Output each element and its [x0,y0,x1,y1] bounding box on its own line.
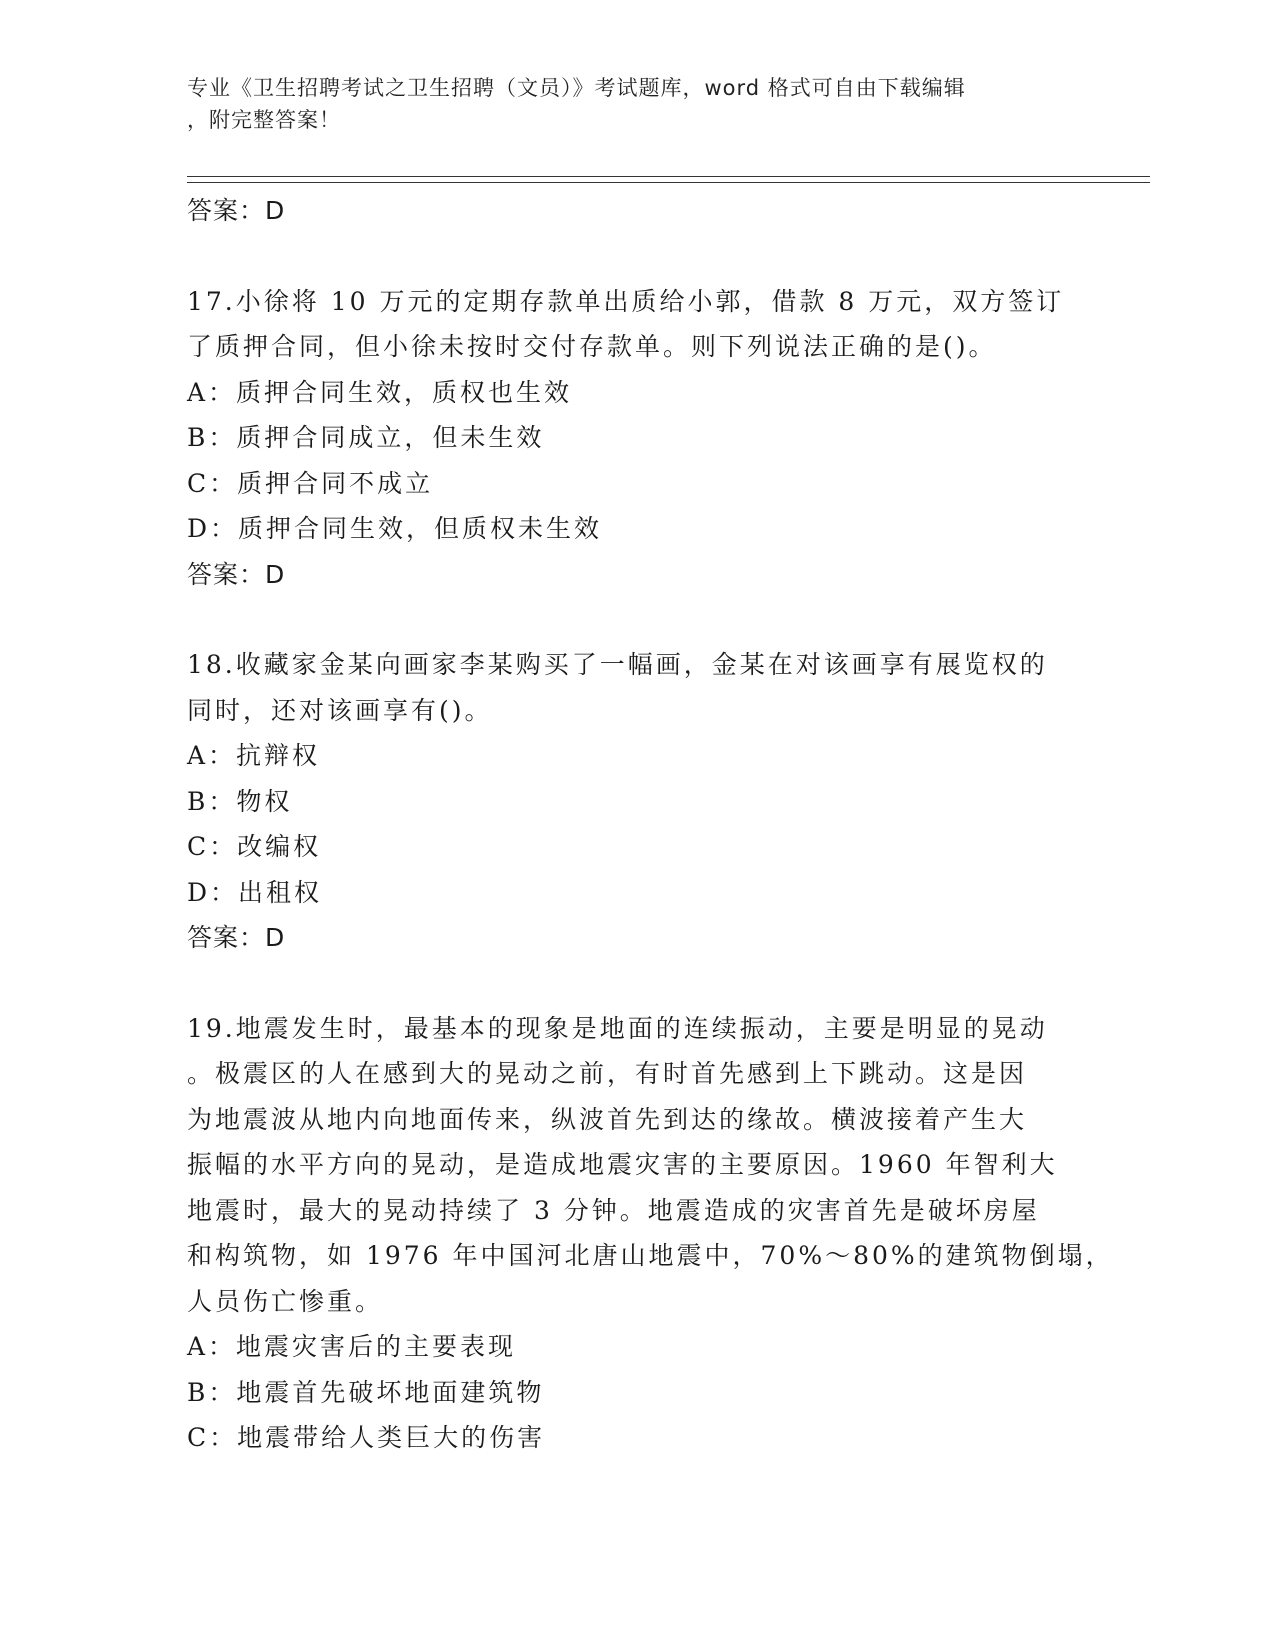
question-19 [187,1006,1114,1461]
question-19-stem-line-4: 振幅的水平方向的晃动，是造成地震灾害的主要原因。1960 年智利大 [187,1150,1058,1179]
header-double-rule [187,176,1150,183]
question-18-option-c: C：改编权 [187,832,322,861]
header-line-2: ，附完整答案！ [187,108,341,132]
question-19-stem-line-5: 地震时，最大的晃动持续了 3 分钟。地震造成的灾害首先是破坏房屋 [187,1195,1040,1225]
question-19-option-c: C：地震带给人类巨大的伤害 [187,1423,546,1452]
question-content [187,188,1114,1461]
question-19-stem-line-6: 和构筑物，如 1976 年中国河北唐山地震中，70%～80%的建筑物倒塌， [187,1241,1114,1270]
spacer [187,597,1087,642]
question-17-option-c: C：质押合同不成立 [187,468,434,498]
question-17 [187,279,1087,598]
question-17-stem-line-2: 了质押合同，但小徐未按时交付存款单。则下列说法正确的是()。 [187,332,997,361]
question-18-stem-line-1: 18.收藏家金某向画家李某购买了一幅画，金某在对该画享有展览权的 [187,650,1048,679]
question-18-option-b: B：物权 [187,786,293,816]
question-18 [187,642,1087,961]
question-18-option-d: D：出租权 [187,877,323,907]
question-19-stem-line-3: 为地震波从地内向地面传来，纵波首先到达的缘故。横波接着产生大 [187,1104,1028,1134]
question-18-stem-line-2: 同时，还对该画享有()。 [187,695,493,725]
question-19-stem-line-2: 。极震区的人在感到大的晃动之前，有时首先感到上下跳动。这是因 [187,1059,1028,1088]
question-19-option-b: B：地震首先破坏地面建筑物 [187,1377,545,1407]
spacer [187,961,1087,1006]
question-18-option-a: A：抗辩权 [187,741,321,770]
question-19-option-a: A：地震灾害后的主要表现 [187,1332,517,1361]
question-17-stem-line-1: 17.小徐将 10 万元的定期存款单出质给小郭，借款 8 万元，双方签订 [187,286,1065,316]
question-17-option-b: B：质押合同成立，但未生效 [187,423,545,452]
question-17-option-d: D：质押合同生效，但质权未生效 [187,514,603,543]
answer-17: 答案：D [187,559,286,589]
answer-16: 答案：D [187,196,286,225]
spacer [187,234,1087,279]
question-19-stem-line-7: 人员伤亡惨重。 [187,1286,384,1316]
document-header [187,72,1067,136]
question-19-stem-line-1: 19.地震发生时，最基本的现象是地面的连续振动，主要是明显的晃动 [187,1013,1048,1043]
header-line-1: 专业《卫生招聘考试之卫生招聘（文员）》考试题库，word 格式可自由下载编辑 [187,76,966,100]
question-17-option-a: A：质押合同生效，质权也生效 [187,377,573,407]
answer-18: 答案：D [187,923,286,952]
